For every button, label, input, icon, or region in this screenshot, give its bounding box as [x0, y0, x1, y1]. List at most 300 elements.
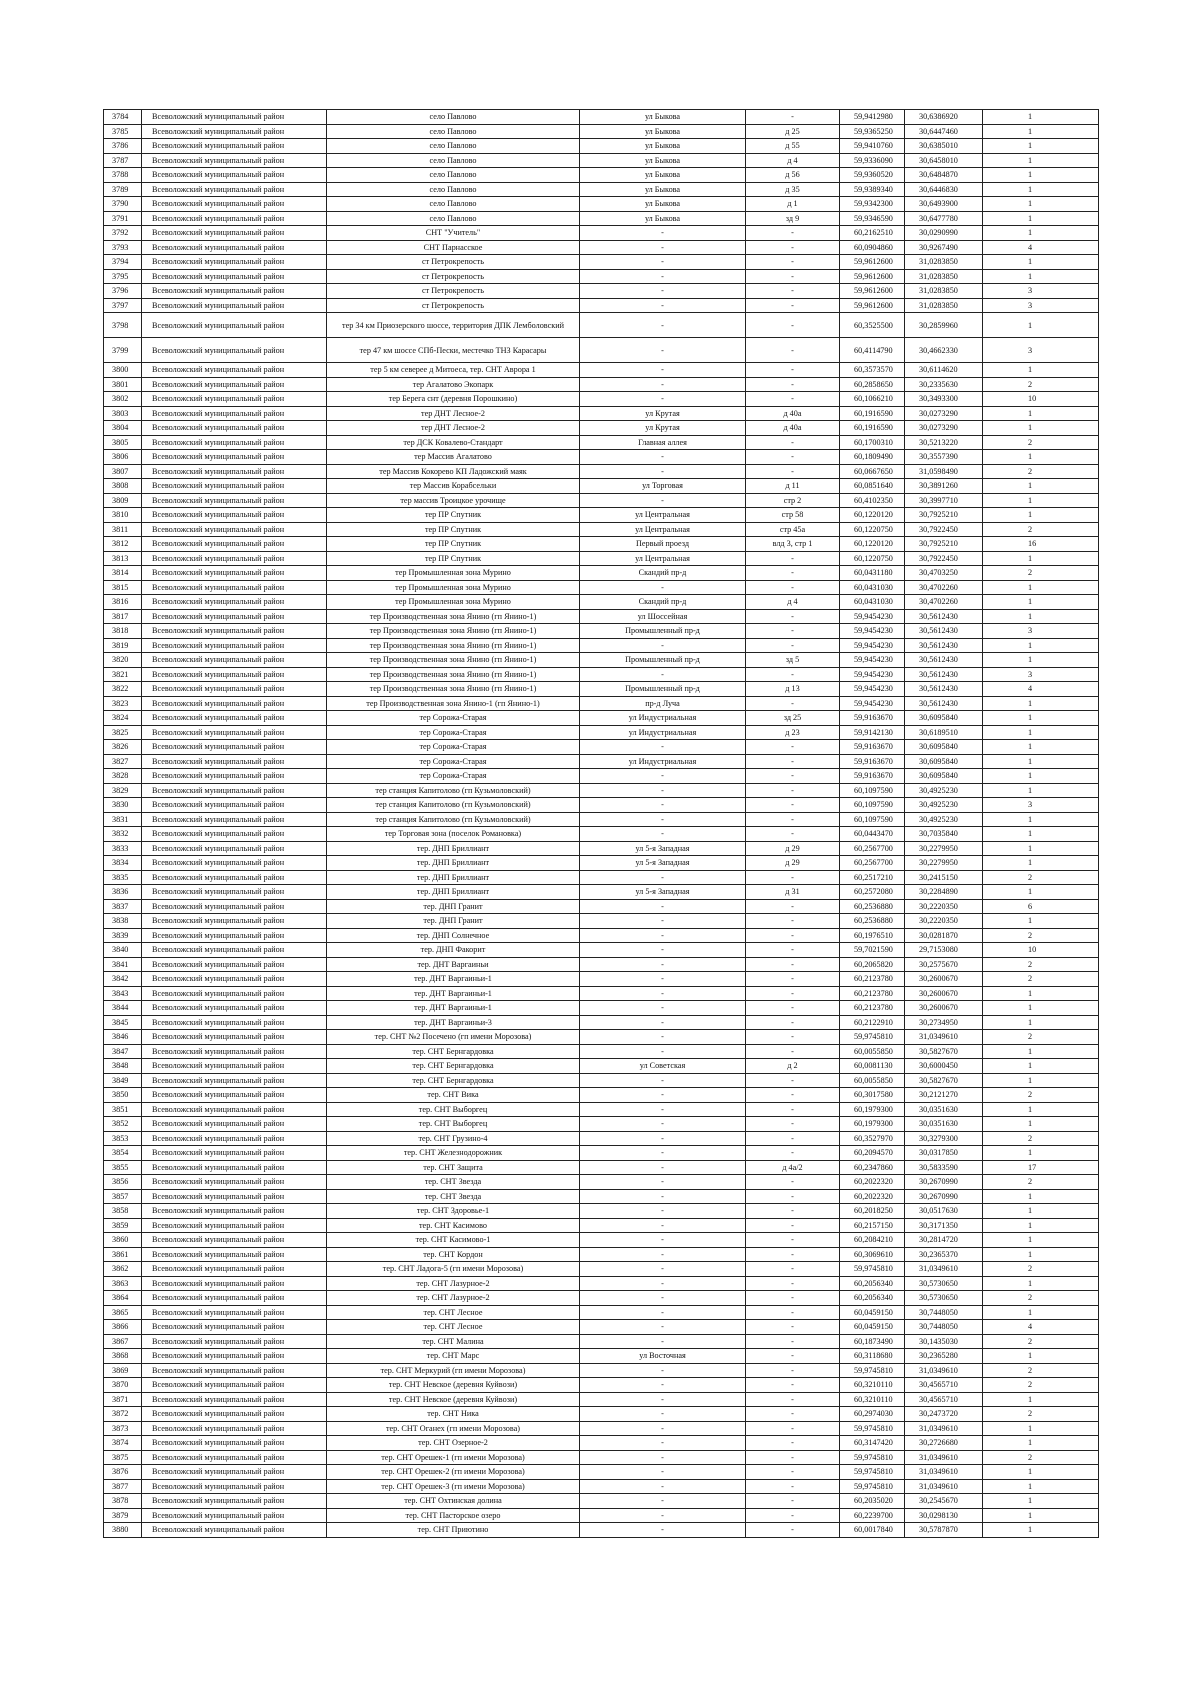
table-row [104, 1349, 1099, 1364]
count-cell: 1 [983, 696, 1099, 711]
count-cell: 1 [983, 609, 1099, 624]
house-cell: - [746, 1088, 840, 1103]
house-cell: - [746, 1508, 840, 1523]
longitude-cell: 30,4925230 [905, 812, 983, 827]
latitude-cell: 60,2056340 [840, 1291, 905, 1306]
row-number: 3827 [104, 754, 142, 769]
row-number: 3786 [104, 139, 142, 154]
row-number: 3791 [104, 211, 142, 226]
table-row [104, 1073, 1099, 1088]
street-cell: - [580, 1334, 746, 1349]
settlement-cell: тер. ДНП Бриллиант [327, 870, 580, 885]
street-cell: ул Быкова [580, 168, 746, 183]
row-number: 3784 [104, 110, 142, 125]
latitude-cell: 60,1700310 [840, 435, 905, 450]
table-row [104, 1218, 1099, 1233]
street-cell: - [580, 1508, 746, 1523]
row-number: 3828 [104, 769, 142, 784]
house-cell: - [746, 1131, 840, 1146]
count-cell: 1 [983, 153, 1099, 168]
count-cell: 1 [983, 740, 1099, 755]
count-cell: 1 [983, 812, 1099, 827]
longitude-cell: 30,4702260 [905, 580, 983, 595]
longitude-cell: 30,6447460 [905, 124, 983, 139]
settlement-cell: тер Сорожа-Старая [327, 740, 580, 755]
row-number: 3830 [104, 798, 142, 813]
table-row [104, 1189, 1099, 1204]
settlement-cell: тер Сорожа-Старая [327, 754, 580, 769]
row-number: 3831 [104, 812, 142, 827]
street-cell: - [580, 1291, 746, 1306]
settlement-cell: тер Промышленная зона Мурино [327, 566, 580, 581]
district-cell: Всеволожский муниципальный район [142, 972, 327, 987]
count-cell: 1 [983, 1102, 1099, 1117]
settlement-cell: тер. СНТ Защита [327, 1160, 580, 1175]
table-row [104, 1378, 1099, 1393]
table-row [104, 1102, 1099, 1117]
longitude-cell: 30,2859960 [905, 313, 983, 338]
settlement-cell: тер ДНТ Лесное-2 [327, 421, 580, 436]
longitude-cell: 30,2365280 [905, 1349, 983, 1364]
district-cell: Всеволожский муниципальный район [142, 841, 327, 856]
latitude-cell: 60,0667650 [840, 464, 905, 479]
house-cell: - [746, 1421, 840, 1436]
latitude-cell: 60,3527970 [840, 1131, 905, 1146]
table-row [104, 972, 1099, 987]
latitude-cell: 60,0443470 [840, 827, 905, 842]
street-cell: - [580, 226, 746, 241]
street-cell: ул Центральная [580, 508, 746, 523]
settlement-cell: тер ПР Спутник [327, 522, 580, 537]
latitude-cell: 60,2517210 [840, 870, 905, 885]
row-number: 3817 [104, 609, 142, 624]
table-row [104, 754, 1099, 769]
district-cell: Всеволожский муниципальный район [142, 914, 327, 929]
count-cell: 2 [983, 1030, 1099, 1045]
table-row [104, 609, 1099, 624]
district-cell: Всеволожский муниципальный район [142, 421, 327, 436]
table-row [104, 595, 1099, 610]
count-cell: 1 [983, 110, 1099, 125]
latitude-cell: 60,2123780 [840, 972, 905, 987]
table-row [104, 450, 1099, 465]
house-cell: д 4 [746, 595, 840, 610]
table-row [104, 110, 1099, 125]
count-cell: 1 [983, 197, 1099, 212]
row-number: 3816 [104, 595, 142, 610]
district-cell: Всеволожский муниципальный район [142, 1479, 327, 1494]
table-row [104, 1015, 1099, 1030]
latitude-cell: 59,9142130 [840, 725, 905, 740]
settlement-cell: тер. СНТ Выборгец [327, 1102, 580, 1117]
table-row [104, 1131, 1099, 1146]
table-row [104, 479, 1099, 494]
street-cell: - [580, 1117, 746, 1132]
table-row [104, 1059, 1099, 1074]
house-cell: д 2 [746, 1059, 840, 1074]
row-number: 3794 [104, 255, 142, 270]
longitude-cell: 30,6114620 [905, 363, 983, 378]
count-cell: 2 [983, 1407, 1099, 1422]
table-row [104, 711, 1099, 726]
row-number: 3849 [104, 1073, 142, 1088]
row-number: 3802 [104, 392, 142, 407]
count-cell: 1 [983, 1015, 1099, 1030]
count-cell: 2 [983, 1363, 1099, 1378]
house-cell: д 4 [746, 153, 840, 168]
count-cell: 1 [983, 363, 1099, 378]
house-cell: - [746, 1247, 840, 1262]
settlement-cell: тер 5 км северее д Митоеса, тер. СНТ Аврора 1 [327, 363, 580, 378]
settlement-cell: село Павлово [327, 168, 580, 183]
count-cell: 4 [983, 1320, 1099, 1335]
longitude-cell: 30,6484870 [905, 168, 983, 183]
house-cell: - [746, 914, 840, 929]
house-cell: стр 58 [746, 508, 840, 523]
table-row [104, 1262, 1099, 1277]
district-cell: Всеволожский муниципальный район [142, 885, 327, 900]
latitude-cell: 60,2094570 [840, 1146, 905, 1161]
row-number: 3789 [104, 182, 142, 197]
district-cell: Всеволожский муниципальный район [142, 1189, 327, 1204]
settlement-cell: тер. ДНТ Варгаиньи-1 [327, 986, 580, 1001]
table-row [104, 508, 1099, 523]
table-row [104, 1494, 1099, 1509]
row-number: 3792 [104, 226, 142, 241]
latitude-cell: 59,9745810 [840, 1363, 905, 1378]
longitude-cell: 30,0281870 [905, 928, 983, 943]
count-cell: 1 [983, 1276, 1099, 1291]
count-cell: 1 [983, 711, 1099, 726]
row-number: 3878 [104, 1494, 142, 1509]
longitude-cell: 30,2726680 [905, 1436, 983, 1451]
district-cell: Всеволожский муниципальный район [142, 1363, 327, 1378]
settlement-cell: тер ДСК Ковалево-Стандарт [327, 435, 580, 450]
district-cell: Всеволожский муниципальный район [142, 957, 327, 972]
street-cell: - [580, 1436, 746, 1451]
count-cell: 1 [983, 421, 1099, 436]
row-number: 3814 [104, 566, 142, 581]
table-row [104, 870, 1099, 885]
street-cell: - [580, 1465, 746, 1480]
row-number: 3834 [104, 856, 142, 871]
table-row [104, 1117, 1099, 1132]
longitude-cell: 30,2814720 [905, 1233, 983, 1248]
settlement-cell: тер. ДНТ Варгаиньи-1 [327, 1001, 580, 1016]
district-cell: Всеволожский муниципальный район [142, 197, 327, 212]
row-number: 3852 [104, 1117, 142, 1132]
house-cell: - [746, 769, 840, 784]
latitude-cell: 60,3210110 [840, 1378, 905, 1393]
street-cell: - [580, 1262, 746, 1277]
district-cell: Всеволожский муниципальный район [142, 1421, 327, 1436]
house-cell: - [746, 1334, 840, 1349]
row-number: 3825 [104, 725, 142, 740]
latitude-cell: 59,9163670 [840, 769, 905, 784]
row-number: 3801 [104, 377, 142, 392]
count-cell: 1 [983, 1059, 1099, 1074]
house-cell: - [746, 1349, 840, 1364]
house-cell: - [746, 1001, 840, 1016]
count-cell: 2 [983, 1291, 1099, 1306]
latitude-cell: 59,9365250 [840, 124, 905, 139]
street-cell: ул Торговая [580, 479, 746, 494]
street-cell: - [580, 798, 746, 813]
table-row [104, 1276, 1099, 1291]
longitude-cell: 30,2365370 [905, 1247, 983, 1262]
table-row [104, 168, 1099, 183]
house-cell: - [746, 1146, 840, 1161]
row-number: 3805 [104, 435, 142, 450]
latitude-cell: 60,2567700 [840, 856, 905, 871]
longitude-cell: 30,4703250 [905, 566, 983, 581]
street-cell: - [580, 1102, 746, 1117]
count-cell: 1 [983, 1146, 1099, 1161]
count-cell: 2 [983, 435, 1099, 450]
row-number: 3829 [104, 783, 142, 798]
house-cell: - [746, 943, 840, 958]
district-cell: Всеволожский муниципальный район [142, 870, 327, 885]
table-row [104, 313, 1099, 338]
street-cell: - [580, 943, 746, 958]
count-cell: 2 [983, 972, 1099, 987]
district-cell: Всеволожский муниципальный район [142, 363, 327, 378]
count-cell: 1 [983, 1465, 1099, 1480]
street-cell: - [580, 1450, 746, 1465]
row-number: 3851 [104, 1102, 142, 1117]
district-cell: Всеволожский муниципальный район [142, 1059, 327, 1074]
latitude-cell: 60,0431180 [840, 566, 905, 581]
row-number: 3871 [104, 1392, 142, 1407]
house-cell: - [746, 298, 840, 313]
street-cell: - [580, 1392, 746, 1407]
district-cell: Всеволожский муниципальный район [142, 1044, 327, 1059]
count-cell: 1 [983, 1044, 1099, 1059]
latitude-cell: 59,9163670 [840, 754, 905, 769]
longitude-cell: 30,0273290 [905, 421, 983, 436]
longitude-cell: 30,4702260 [905, 595, 983, 610]
longitude-cell: 30,3279300 [905, 1131, 983, 1146]
house-cell: - [746, 870, 840, 885]
house-cell: - [746, 972, 840, 987]
table-row [104, 928, 1099, 943]
count-cell: 1 [983, 1305, 1099, 1320]
row-number: 3832 [104, 827, 142, 842]
street-cell: - [580, 928, 746, 943]
longitude-cell: 30,5612430 [905, 609, 983, 624]
row-number: 3815 [104, 580, 142, 595]
table-row [104, 363, 1099, 378]
district-cell: Всеволожский муниципальный район [142, 1015, 327, 1030]
district-cell: Всеволожский муниципальный район [142, 725, 327, 740]
count-cell: 10 [983, 943, 1099, 958]
house-cell: - [746, 1523, 840, 1538]
street-cell: ул Быкова [580, 197, 746, 212]
longitude-cell: 30,5612430 [905, 624, 983, 639]
longitude-cell: 30,3493300 [905, 392, 983, 407]
house-cell: - [746, 1363, 840, 1378]
settlement-cell: тер. ДНП Факорит [327, 943, 580, 958]
row-number: 3808 [104, 479, 142, 494]
row-number: 3826 [104, 740, 142, 755]
longitude-cell: 29,7153080 [905, 943, 983, 958]
longitude-cell: 30,5833590 [905, 1160, 983, 1175]
district-cell: Всеволожский муниципальный район [142, 392, 327, 407]
count-cell: 1 [983, 580, 1099, 595]
table-row [104, 435, 1099, 450]
district-cell: Всеволожский муниципальный район [142, 537, 327, 552]
latitude-cell: 59,9612600 [840, 284, 905, 299]
longitude-cell: 30,4565710 [905, 1378, 983, 1393]
street-cell: - [580, 1320, 746, 1335]
row-number: 3837 [104, 899, 142, 914]
row-number: 3847 [104, 1044, 142, 1059]
house-cell: - [746, 1276, 840, 1291]
district-cell: Всеволожский муниципальный район [142, 1465, 327, 1480]
settlement-cell: тер. СНТ №2 Посечено (гп имени Морозова) [327, 1030, 580, 1045]
settlement-cell: тер. СНТ Лазурное-2 [327, 1276, 580, 1291]
longitude-cell: 30,6000450 [905, 1059, 983, 1074]
district-cell: Всеволожский муниципальный район [142, 1088, 327, 1103]
settlement-cell: тер. СНТ Касимово-1 [327, 1233, 580, 1248]
house-cell: - [746, 551, 840, 566]
house-cell: - [746, 1175, 840, 1190]
latitude-cell: 60,0431030 [840, 595, 905, 610]
latitude-cell: 59,9454230 [840, 682, 905, 697]
settlement-cell: тер Производственная зона Янино (гп Янино-1) [327, 638, 580, 653]
settlement-cell: тер. СНТ Бернгардовка [327, 1044, 580, 1059]
latitude-cell: 60,1809490 [840, 450, 905, 465]
longitude-cell: 30,6458010 [905, 153, 983, 168]
row-number: 3857 [104, 1189, 142, 1204]
district-cell: Всеволожский муниципальный район [142, 609, 327, 624]
settlement-cell: тер Промышленная зона Мурино [327, 595, 580, 610]
table-row [104, 827, 1099, 842]
house-cell: - [746, 928, 840, 943]
count-cell: 1 [983, 827, 1099, 842]
district-cell: Всеволожский муниципальный район [142, 1073, 327, 1088]
row-number: 3810 [104, 508, 142, 523]
longitude-cell: 30,6095840 [905, 711, 983, 726]
row-number: 3842 [104, 972, 142, 987]
longitude-cell: 30,6095840 [905, 769, 983, 784]
longitude-cell: 30,9267490 [905, 240, 983, 255]
row-number: 3803 [104, 406, 142, 421]
longitude-cell: 30,3891260 [905, 479, 983, 494]
count-cell: 2 [983, 566, 1099, 581]
row-number: 3836 [104, 885, 142, 900]
table-row [104, 841, 1099, 856]
latitude-cell: 60,1979300 [840, 1102, 905, 1117]
count-cell: 2 [983, 464, 1099, 479]
longitude-cell: 30,2220350 [905, 899, 983, 914]
row-number: 3845 [104, 1015, 142, 1030]
count-cell: 3 [983, 284, 1099, 299]
street-cell: - [580, 493, 746, 508]
street-cell: - [580, 957, 746, 972]
row-number: 3860 [104, 1233, 142, 1248]
longitude-cell: 30,5730650 [905, 1291, 983, 1306]
table-row [104, 338, 1099, 363]
longitude-cell: 31,0349610 [905, 1030, 983, 1045]
table-row [104, 139, 1099, 154]
count-cell: 2 [983, 870, 1099, 885]
district-cell: Всеволожский муниципальный район [142, 1523, 327, 1538]
latitude-cell: 60,3147420 [840, 1436, 905, 1451]
street-cell: - [580, 914, 746, 929]
latitude-cell: 60,1916590 [840, 406, 905, 421]
settlement-cell: тер. СНТ Орешек-2 (гп имени Морозова) [327, 1465, 580, 1480]
longitude-cell: 30,5612430 [905, 682, 983, 697]
latitude-cell: 60,1873490 [840, 1334, 905, 1349]
longitude-cell: 30,0317850 [905, 1146, 983, 1161]
latitude-cell: 60,4114790 [840, 338, 905, 363]
table-row [104, 812, 1099, 827]
district-cell: Всеволожский муниципальный район [142, 450, 327, 465]
count-cell: 1 [983, 638, 1099, 653]
table-row [104, 377, 1099, 392]
longitude-cell: 30,2734950 [905, 1015, 983, 1030]
table-row [104, 197, 1099, 212]
table-row [104, 696, 1099, 711]
street-cell: ул 5-я Западная [580, 885, 746, 900]
table-row [104, 269, 1099, 284]
longitude-cell: 30,4565710 [905, 1392, 983, 1407]
street-cell: Главная аллея [580, 435, 746, 450]
district-cell: Всеволожский муниципальный район [142, 255, 327, 270]
street-cell: - [580, 1378, 746, 1393]
table-row [104, 1479, 1099, 1494]
house-cell: - [746, 624, 840, 639]
count-cell: 1 [983, 856, 1099, 871]
street-cell: Первый проезд [580, 537, 746, 552]
settlement-cell: тер. СНТ Лазурное-2 [327, 1291, 580, 1306]
latitude-cell: 60,2858650 [840, 377, 905, 392]
count-cell: 1 [983, 725, 1099, 740]
longitude-cell: 30,1435030 [905, 1334, 983, 1349]
table-row [104, 1320, 1099, 1335]
district-cell: Всеволожский муниципальный район [142, 110, 327, 125]
settlement-cell: тер Промышленная зона Мурино [327, 580, 580, 595]
table-row [104, 914, 1099, 929]
street-cell: ул Центральная [580, 551, 746, 566]
house-cell: - [746, 1030, 840, 1045]
row-number: 3875 [104, 1450, 142, 1465]
house-cell: - [746, 240, 840, 255]
district-cell: Всеволожский муниципальный район [142, 1349, 327, 1364]
district-cell: Всеволожский муниципальный район [142, 168, 327, 183]
row-number: 3880 [104, 1523, 142, 1538]
street-cell: - [580, 1131, 746, 1146]
count-cell: 4 [983, 682, 1099, 697]
district-cell: Всеволожский муниципальный район [142, 696, 327, 711]
longitude-cell: 31,0349610 [905, 1450, 983, 1465]
longitude-cell: 30,6386920 [905, 110, 983, 125]
longitude-cell: 30,6095840 [905, 754, 983, 769]
row-number: 3854 [104, 1146, 142, 1161]
house-cell: - [746, 798, 840, 813]
street-cell: - [580, 870, 746, 885]
settlement-cell: тер. СНТ Ладога-5 (гп имени Морозова) [327, 1262, 580, 1277]
count-cell: 16 [983, 537, 1099, 552]
table-row [104, 1436, 1099, 1451]
house-cell: - [746, 1436, 840, 1451]
house-cell: - [746, 1392, 840, 1407]
street-cell: - [580, 1233, 746, 1248]
settlement-cell: тер. СНТ Лесное [327, 1320, 580, 1335]
settlement-cell: тер. ДНП Бриллиант [327, 841, 580, 856]
count-cell: 1 [983, 885, 1099, 900]
